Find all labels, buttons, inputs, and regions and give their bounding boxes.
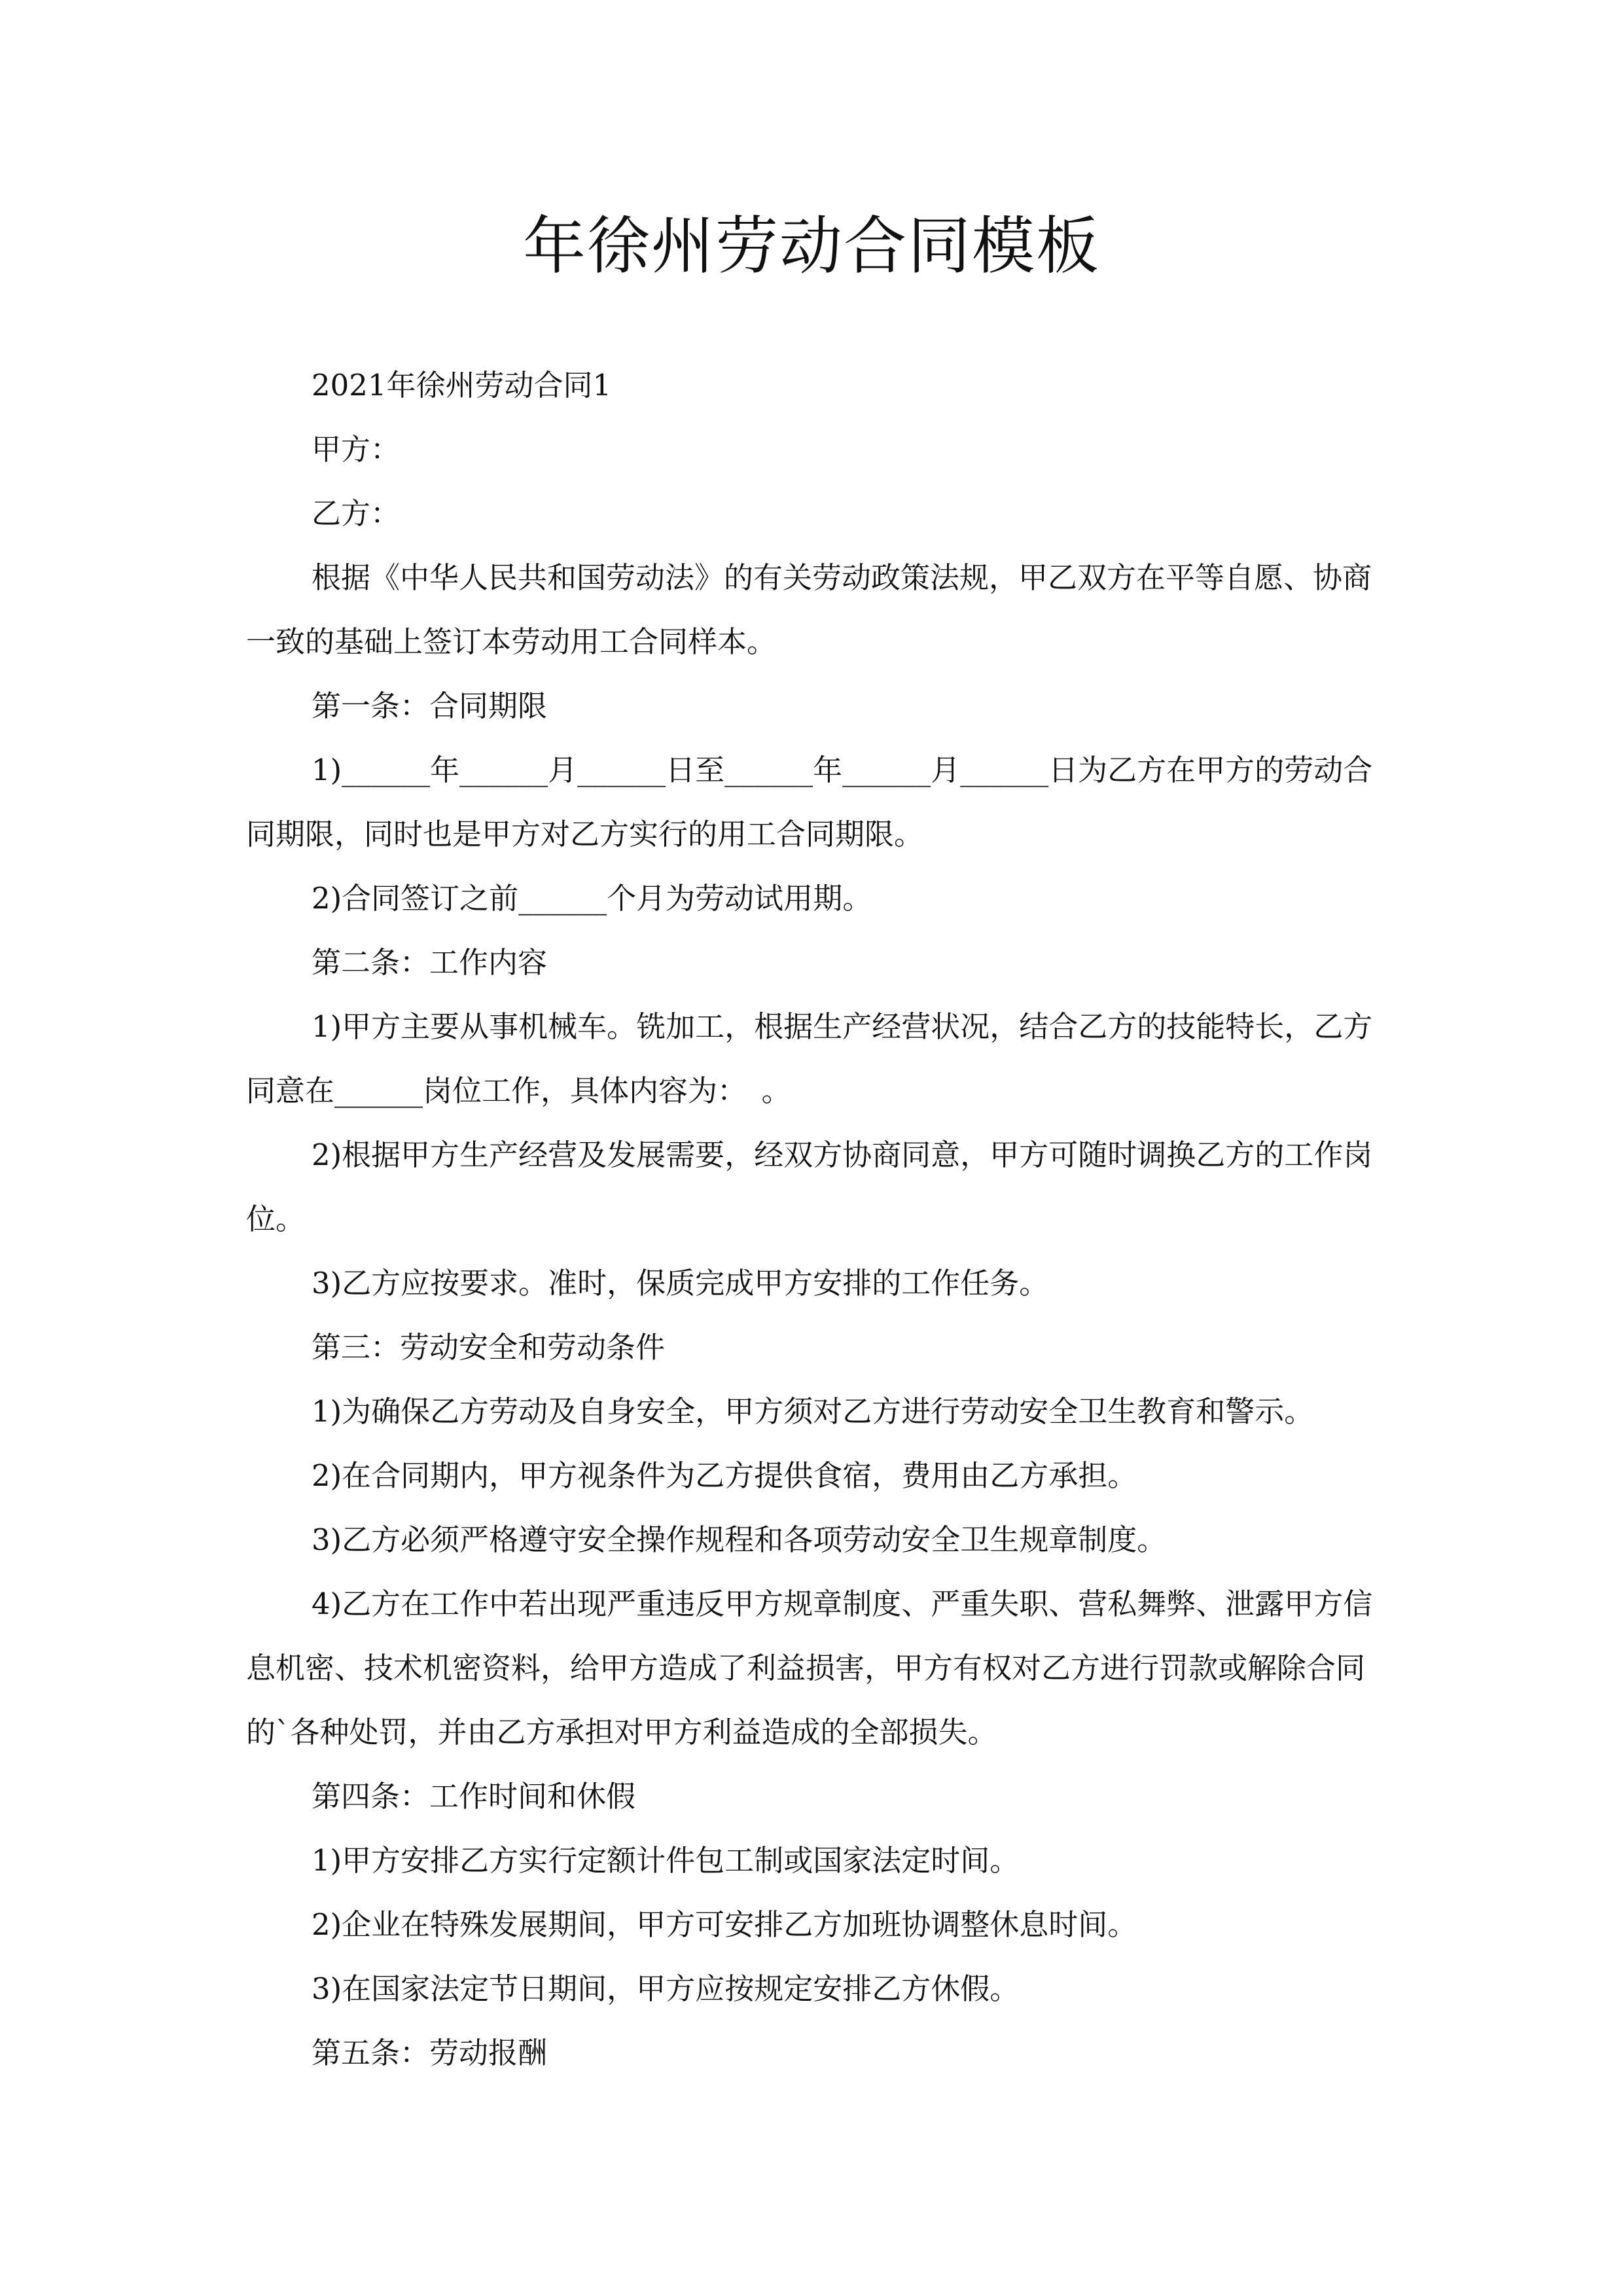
article-4-clause-2: 2)企业在特殊发展期间，甲方可安排乙方加班协调整休息时间。 [312,1907,1137,1942]
article-3-clause-1: 1)为确保乙方劳动及自身安全，甲方须对乙方进行劳动安全卫生教育和警示。 [312,1394,1314,1429]
article-1-clause-1: 1)______年______月______日至______年______月______日为乙方在甲方的劳动合同期限，同时也是甲方对乙方实行的用工合同期限。 [246,753,1373,852]
article-3-clause-3: 3)乙方必须严格遵守安全操作规程和各项劳动安全卫生规章制度。 [312,1522,1167,1557]
subtitle: 2021年徐州劳动合同1 [312,368,612,403]
article-4-clause-1: 1)甲方安排乙方实行定额计件包工制或国家法定时间。 [312,1843,1020,1878]
document-title: 年徐州劳动合同模板 [523,209,1100,283]
article-3-heading: 第三：劳动安全和劳动条件 [312,1330,666,1365]
article-4-heading: 第四条：工作时间和休假 [312,1779,636,1814]
article-2-heading: 第二条：工作内容 [312,945,548,980]
article-2-clause-2: 2)根据甲方生产经营及发展需要，经双方协商同意，甲方可随时调换乙方的工作岗位。 [246,1138,1373,1236]
preamble: 根据《中华人民共和国劳动法》的有关劳动政策法规，甲乙双方在平等自愿、协商一致的基础上签订本劳动用工合同样本。 [246,560,1372,659]
party-b-label: 乙方： [312,496,401,531]
article-5-heading: 第五条：劳动报酬 [312,2036,548,2070]
article-2-clause-1: 1)甲方主要从事机械车。铣加工，根据生产经营状况，结合乙方的技能特长，乙方同意在______岗位工作，具体内容为： 。 [246,1009,1373,1108]
document-body [246,353,1385,2085]
party-a-label: 甲方： [312,432,401,467]
article-1-heading: 第一条：合同期限 [312,689,548,723]
article-3-clause-2: 2)在合同期内，甲方视条件为乙方提供食宿，费用由乙方承担。 [312,1458,1137,1493]
article-4-clause-3: 3)在国家法定节日期间，甲方应按规定安排乙方休假。 [312,1971,1020,2006]
article-2-clause-3: 3)乙方应按要求。准时，保质完成甲方安排的工作任务。 [312,1266,1049,1300]
article-1-clause-2: 2)合同签订之前______个月为劳动试用期。 [312,881,872,916]
article-3-clause-4: 4)乙方在工作中若出现严重违反甲方规章制度、严重失职、营私舞弊、泄露甲方信息机密、技术机密资料，给甲方造成了利益损害，甲方有权对乙方进行罚款或解除合同的`各种处罚，并由乙方承担对甲方利益造成的全部损失。 [246,1587,1373,1749]
